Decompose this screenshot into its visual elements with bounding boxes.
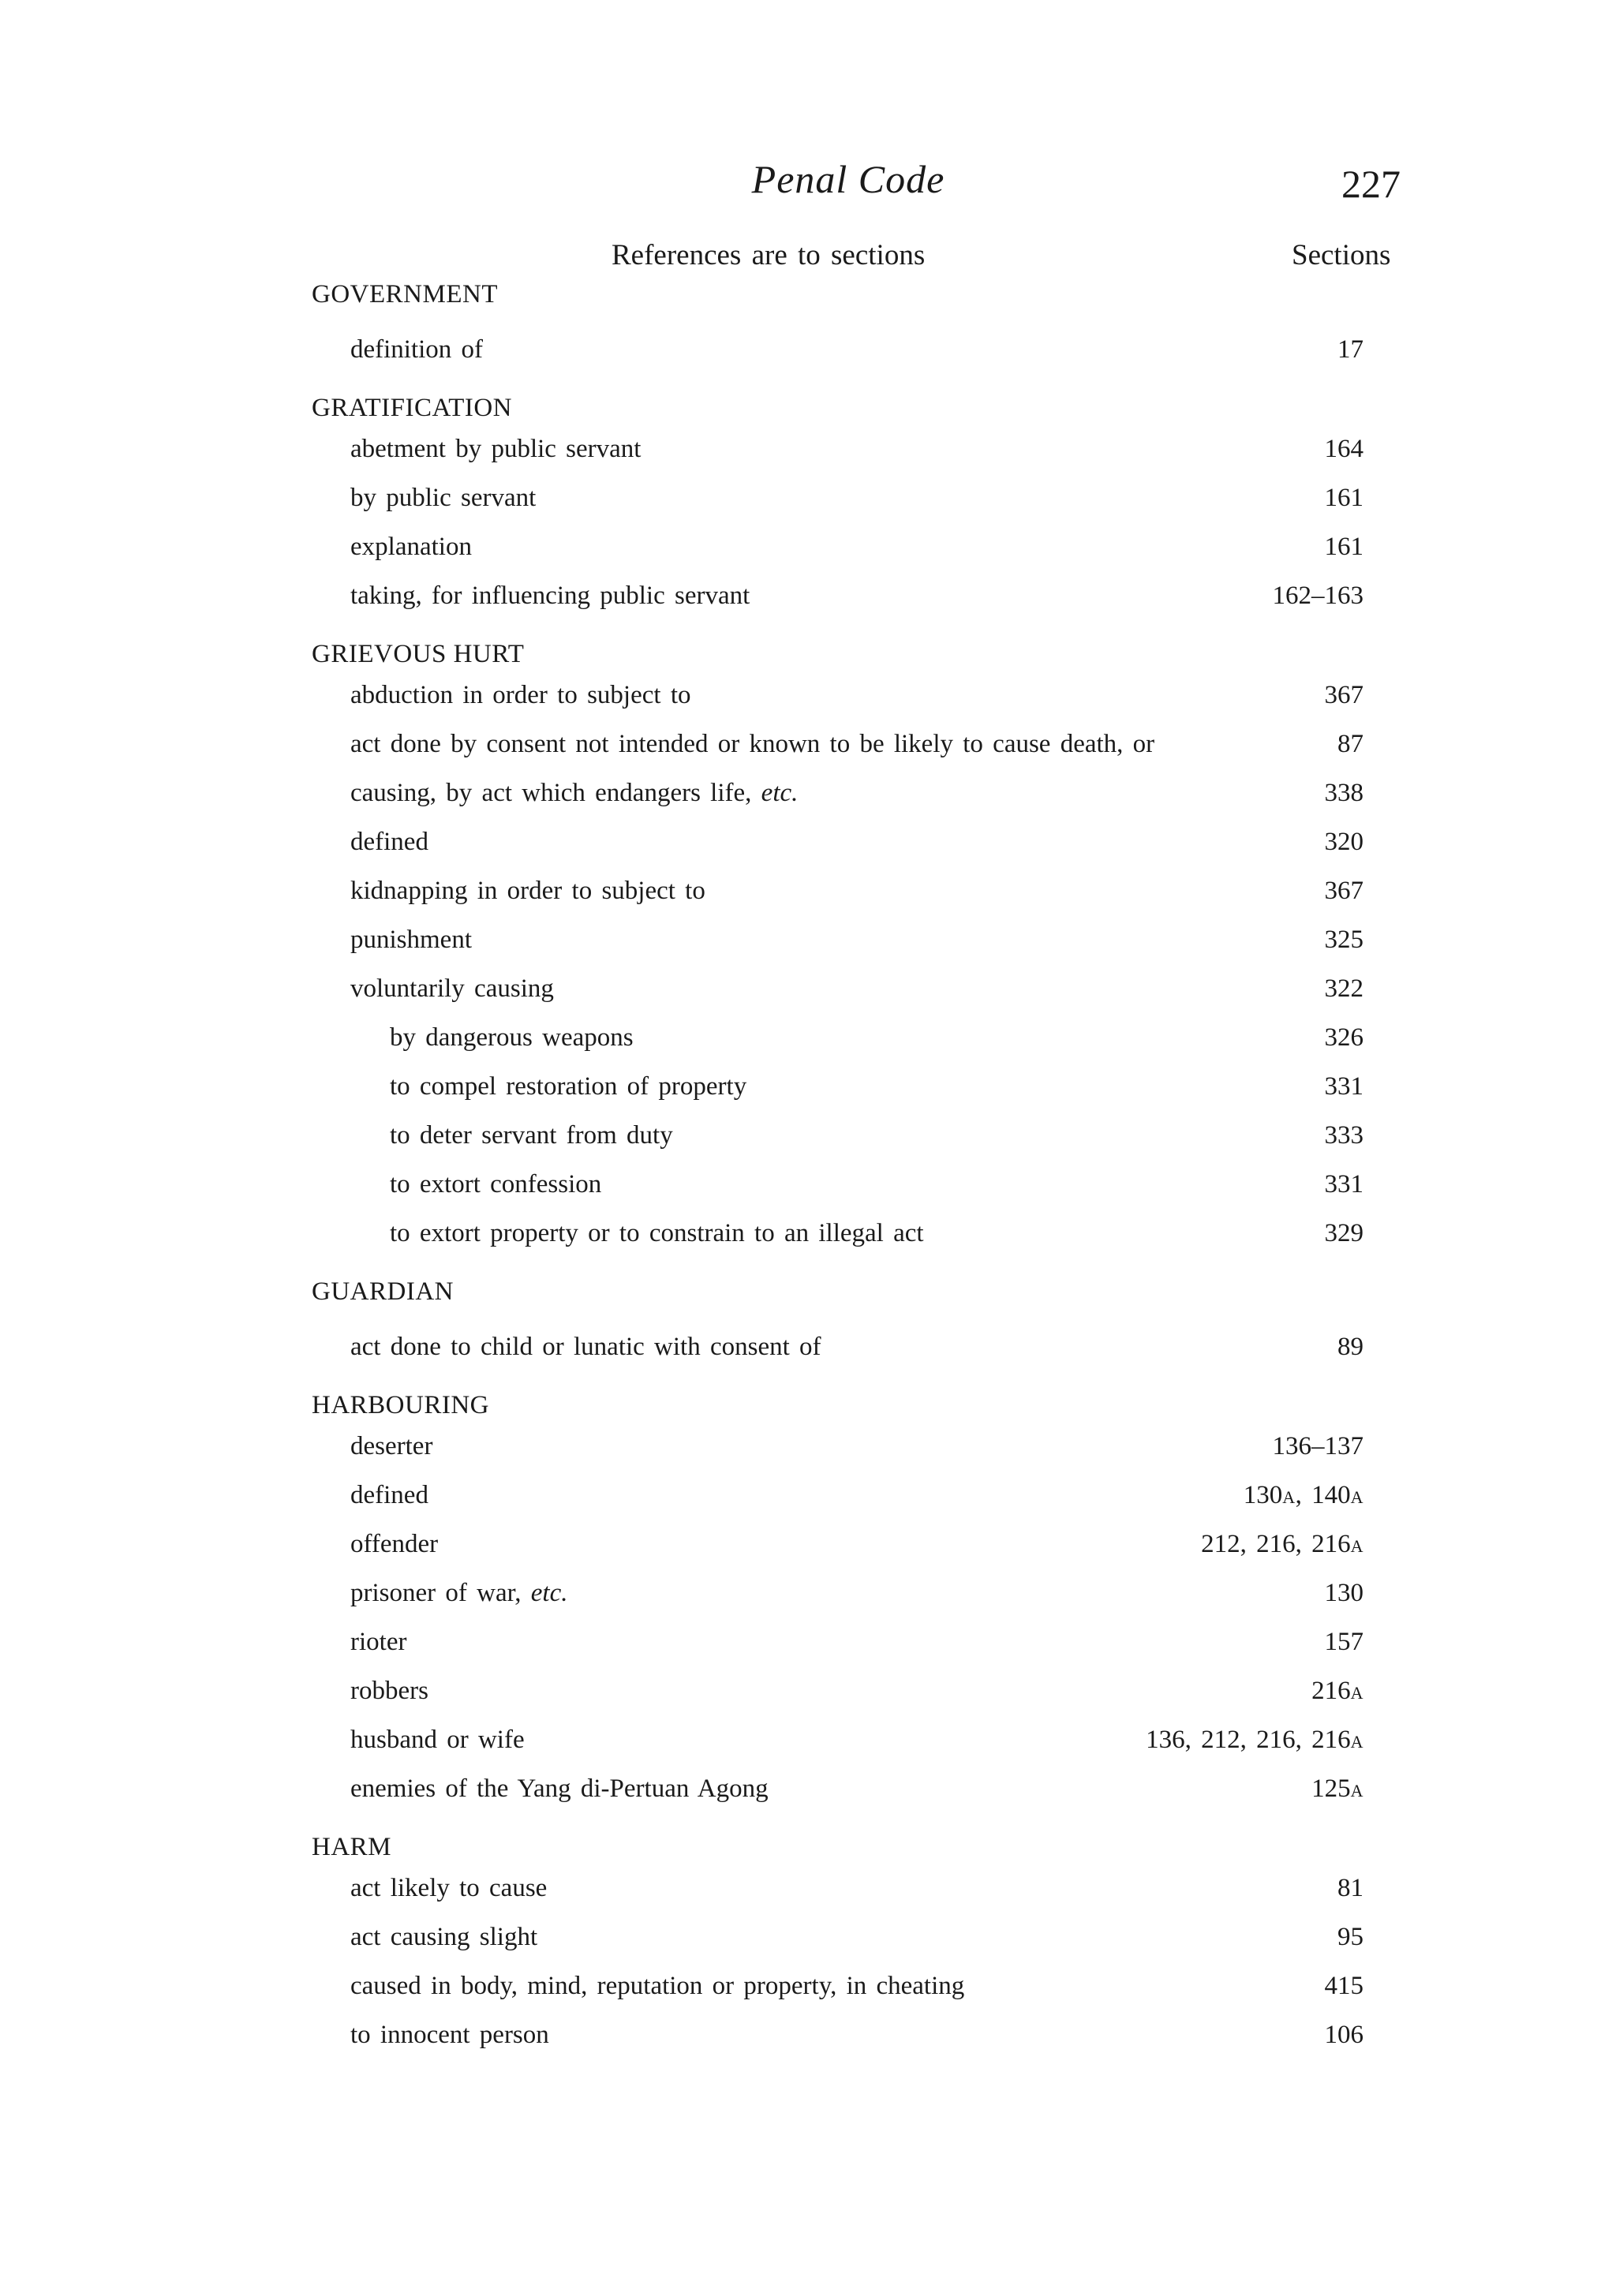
index-entry-label: explanation — [350, 533, 472, 561]
index-row — [0, 1111, 1616, 1160]
index-entry-section-ref: 216A — [1311, 1677, 1364, 1705]
index-heading: GOVERNMENT — [312, 280, 498, 309]
index-row — [0, 866, 1616, 915]
index-row — [0, 1569, 1616, 1617]
index-heading: GUARDIAN — [312, 1277, 454, 1306]
index-row — [0, 1715, 1616, 1764]
index-entry-section-ref: 326 — [1324, 1023, 1364, 1052]
index-row — [0, 1666, 1616, 1715]
index-entry-label: caused in body, mind, reputation or property, in cheating — [350, 1972, 965, 2000]
index-entry-label: voluntarily causing — [350, 974, 554, 1003]
index-entry-section-ref: 87 — [1337, 730, 1364, 758]
index-entry-label: robbers — [350, 1677, 428, 1705]
index-row — [0, 1160, 1616, 1209]
index-entry-label: abduction in order to subject to — [350, 681, 691, 709]
index-entry-section-ref: 333 — [1324, 1121, 1364, 1150]
index-entry-label: taking, for influencing public servant — [350, 581, 750, 610]
index-row — [0, 1520, 1616, 1569]
index-entry-section-ref: 322 — [1324, 974, 1364, 1003]
index-entry-label: act causing slight — [350, 1923, 538, 1951]
index-entry-label: by dangerous weapons — [390, 1023, 634, 1052]
index-entry-label-italic: etc. — [530, 1579, 568, 1607]
index-entry-section-ref: 331 — [1324, 1072, 1364, 1101]
index-row — [0, 325, 1616, 374]
page-title: Penal Code — [751, 157, 945, 201]
index-entry-label-text: causing, by act which endangers life, — [350, 779, 761, 807]
index-row — [0, 473, 1616, 522]
index-entry-label: defined — [350, 828, 428, 856]
index-row — [0, 768, 1616, 817]
index-entry-section-ref: 81 — [1337, 1874, 1364, 1902]
index-heading: GRATIFICATION — [312, 394, 512, 422]
index-row — [0, 720, 1616, 768]
index-row — [0, 817, 1616, 866]
index-row — [0, 1471, 1616, 1520]
index-entry-label: deserter — [350, 1432, 433, 1460]
index-entry-section-ref: 329 — [1324, 1219, 1364, 1247]
index-entry-label: by public servant — [350, 484, 537, 512]
index-entry-section-ref: 136–137 — [1272, 1432, 1364, 1460]
index-entry-label — [350, 1569, 568, 1617]
index-entry-section-ref: 415 — [1324, 1972, 1364, 2000]
index-entry-section-ref: 161 — [1324, 484, 1364, 512]
sections-column-label: Sections — [1292, 239, 1391, 271]
index-entry-section-ref: 125A — [1311, 1774, 1364, 1803]
index-entry-label: offender — [350, 1530, 439, 1558]
index-row — [0, 964, 1616, 1013]
index-entry-section-ref: 212, 216, 216A — [1201, 1530, 1364, 1558]
index-entry-section-ref: 130 — [1324, 1579, 1364, 1607]
index-entry-label: rioter — [350, 1628, 407, 1656]
references-note: References are to sections — [612, 239, 926, 271]
index-entry-section-ref: 367 — [1324, 681, 1364, 709]
index-row — [0, 1422, 1616, 1471]
index-entry-section-ref: 331 — [1324, 1170, 1364, 1198]
index-entry-label: to deter servant from duty — [390, 1121, 673, 1150]
index-entry-label: kidnapping in order to subject to — [350, 877, 705, 905]
index-row — [0, 1617, 1616, 1666]
index-row — [0, 571, 1616, 620]
index-row — [0, 1062, 1616, 1111]
index-entry-section-ref: 17 — [1337, 335, 1364, 364]
index-entry-label: defined — [350, 1481, 428, 1509]
index-entry-section-ref: 106 — [1324, 2021, 1364, 2049]
index-entry-label: to extort property or to constrain to an illegal act — [390, 1219, 924, 1247]
index-entry-section-ref: 162–163 — [1272, 581, 1364, 610]
index-entry-label-italic: etc. — [761, 779, 799, 807]
index-entry-section-ref: 130A, 140A — [1243, 1481, 1364, 1509]
index-entry-label: husband or wife — [350, 1726, 525, 1754]
index-entry-section-ref: 164 — [1324, 435, 1364, 463]
index-entry-section-ref: 367 — [1324, 877, 1364, 905]
index-heading: HARM — [312, 1833, 392, 1861]
index-entry-label: abetment by public servant — [350, 435, 642, 463]
index-row — [0, 2010, 1616, 2059]
index-entry-section-ref: 89 — [1337, 1333, 1364, 1361]
index-entry-label: to compel restoration of property — [390, 1072, 747, 1101]
index-row — [0, 671, 1616, 720]
index-entry-section-ref: 95 — [1337, 1923, 1364, 1951]
index-entry-label: to innocent person — [350, 2021, 549, 2049]
index-entry-label: act done by consent not intended or known to be likely to cause death, or — [350, 730, 1155, 758]
index-entry-label: definition of — [350, 335, 484, 364]
index-entry-label: to extort confession — [390, 1170, 602, 1198]
index-row — [0, 1764, 1616, 1813]
index-row — [0, 1864, 1616, 1913]
index-entry-label — [350, 768, 798, 817]
index-heading: GRIEVOUS HURT — [312, 640, 525, 668]
index-entry-section-ref: 157 — [1324, 1628, 1364, 1656]
index-entry-label: act done to child or lunatic with consent of — [350, 1333, 821, 1361]
index-entry-label: punishment — [350, 926, 472, 954]
index-entry-section-ref: 325 — [1324, 926, 1364, 954]
index-row — [0, 522, 1616, 571]
index-row — [0, 1013, 1616, 1062]
index-entry-section-ref: 320 — [1324, 828, 1364, 856]
index-entry-section-ref: 338 — [1324, 779, 1364, 807]
index-heading: HARBOURING — [312, 1391, 490, 1419]
index-row — [0, 1913, 1616, 1961]
index-entry-label: enemies of the Yang di-Pertuan Agong — [350, 1774, 769, 1803]
index-row — [0, 1322, 1616, 1371]
index-row — [0, 424, 1616, 473]
index-row — [0, 915, 1616, 964]
index-entry-section-ref: 136, 212, 216, 216A — [1146, 1726, 1364, 1754]
index-entry-label: act likely to cause — [350, 1874, 548, 1902]
index-row — [0, 1961, 1616, 2010]
index-row — [0, 1209, 1616, 1258]
index-entries — [0, 268, 1616, 2059]
page-number: 227 — [1341, 162, 1401, 206]
index-entry-label-text: prisoner of war, — [350, 1579, 531, 1607]
index-entry-section-ref: 161 — [1324, 533, 1364, 561]
